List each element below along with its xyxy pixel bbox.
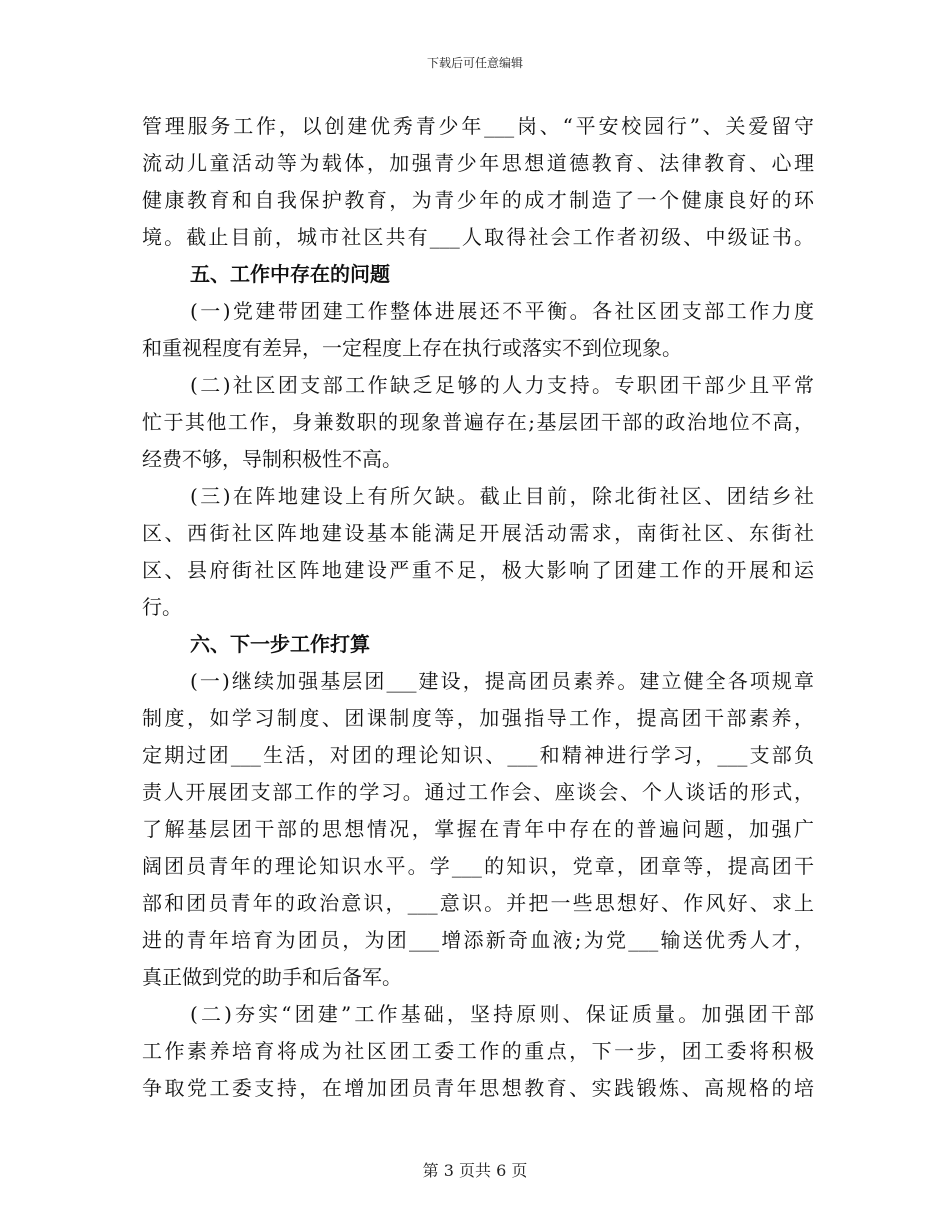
paragraph-line: 管理服务工作，以创建优秀青少年___岗、“平安校园行”、关爱留守 — [142, 114, 814, 138]
paragraph-line: 定期过团___生活，对团的理论知识、___和精神进行学习，___支部负 — [142, 743, 814, 767]
page-footer: 第 3 页共 6 页 — [422, 1161, 528, 1180]
paragraph-line: 阔团员青年的理论知识水平。学___的知识，党章，团章等，提高团干 — [142, 854, 814, 878]
paragraph-line: 忙于其他工作，身兼数职的现象普遍存在;基层团干部的政治地位不高， — [142, 410, 814, 434]
paragraph-line: 健康教育和自我保护教育，为青少年的成才制造了一个健康良好的环 — [142, 188, 814, 212]
paragraph-line: 境。截止目前，城市社区共有___人取得社会工作者初级、中级证书。 — [142, 225, 814, 249]
paragraph-line: 流动儿童活动等为载体，加强青少年思想道德教育、法律教育、心理 — [142, 151, 814, 175]
paragraph-line: (三)在阵地建设上有所欠缺。截止目前，除北街社区、团结乡社 — [190, 484, 814, 508]
paragraph-line: (一)继续加强基层团___建设，提高团员素养。建立健全各项规章 — [190, 669, 814, 693]
paragraph-line: 真正做到党的助手和后备军。 — [142, 965, 402, 989]
page-header: 下载后可任意编辑 — [426, 56, 523, 70]
section-heading: 六、下一步工作打算 — [190, 632, 370, 656]
paragraph-line: (二)社区团支部工作缺乏足够的人力支持。专职团干部少且平常 — [190, 373, 814, 397]
paragraph-line: 区、西街社区阵地建设基本能满足开展活动需求，南街社区、东街社 — [142, 521, 814, 545]
paragraph-line: (二)夯实“团建”工作基础，坚持原则、保证质量。加强团干部 — [190, 1002, 814, 1026]
paragraph-line: 工作素养培育将成为社区团工委工作的重点，下一步，团工委将积极 — [142, 1039, 814, 1063]
section-heading: 五、工作中存在的问题 — [190, 262, 390, 286]
paragraph-line: 制度，如学习制度、团课制度等，加强指导工作，提高团干部素养， — [142, 706, 814, 730]
paragraph-line: 责人开展团支部工作的学习。通过工作会、座谈会、个人谈话的形式， — [142, 780, 814, 804]
paragraph-line: 了解基层团干部的思想情况，掌握在青年中存在的普遍问题，加强广 — [142, 817, 814, 841]
document-body — [142, 108, 814, 1107]
paragraph-line: 争取党工委支持，在增加团员青年思想教育、实践锻炼、高规格的培 — [142, 1076, 814, 1100]
paragraph-line: 部和团员青年的政治意识，___意识。并把一些思想好、作风好、求上 — [142, 891, 814, 915]
paragraph-line: 行。 — [142, 595, 182, 619]
paragraph-line: 经费不够，导制积极性不高。 — [142, 447, 402, 471]
paragraph-line: 和重视程度有差异，一定程度上存在执行或落实不到位现象。 — [142, 336, 682, 360]
paragraph-line: 区、县府街社区阵地建设严重不足，极大影响了团建工作的开展和运 — [142, 558, 814, 582]
paragraph-line: (一)党建带团建工作整体进展还不平衡。各社区团支部工作力度 — [190, 299, 814, 323]
paragraph-line: 进的青年培育为团员，为团___增添新奇血液;为党___输送优秀人才， — [142, 928, 814, 952]
